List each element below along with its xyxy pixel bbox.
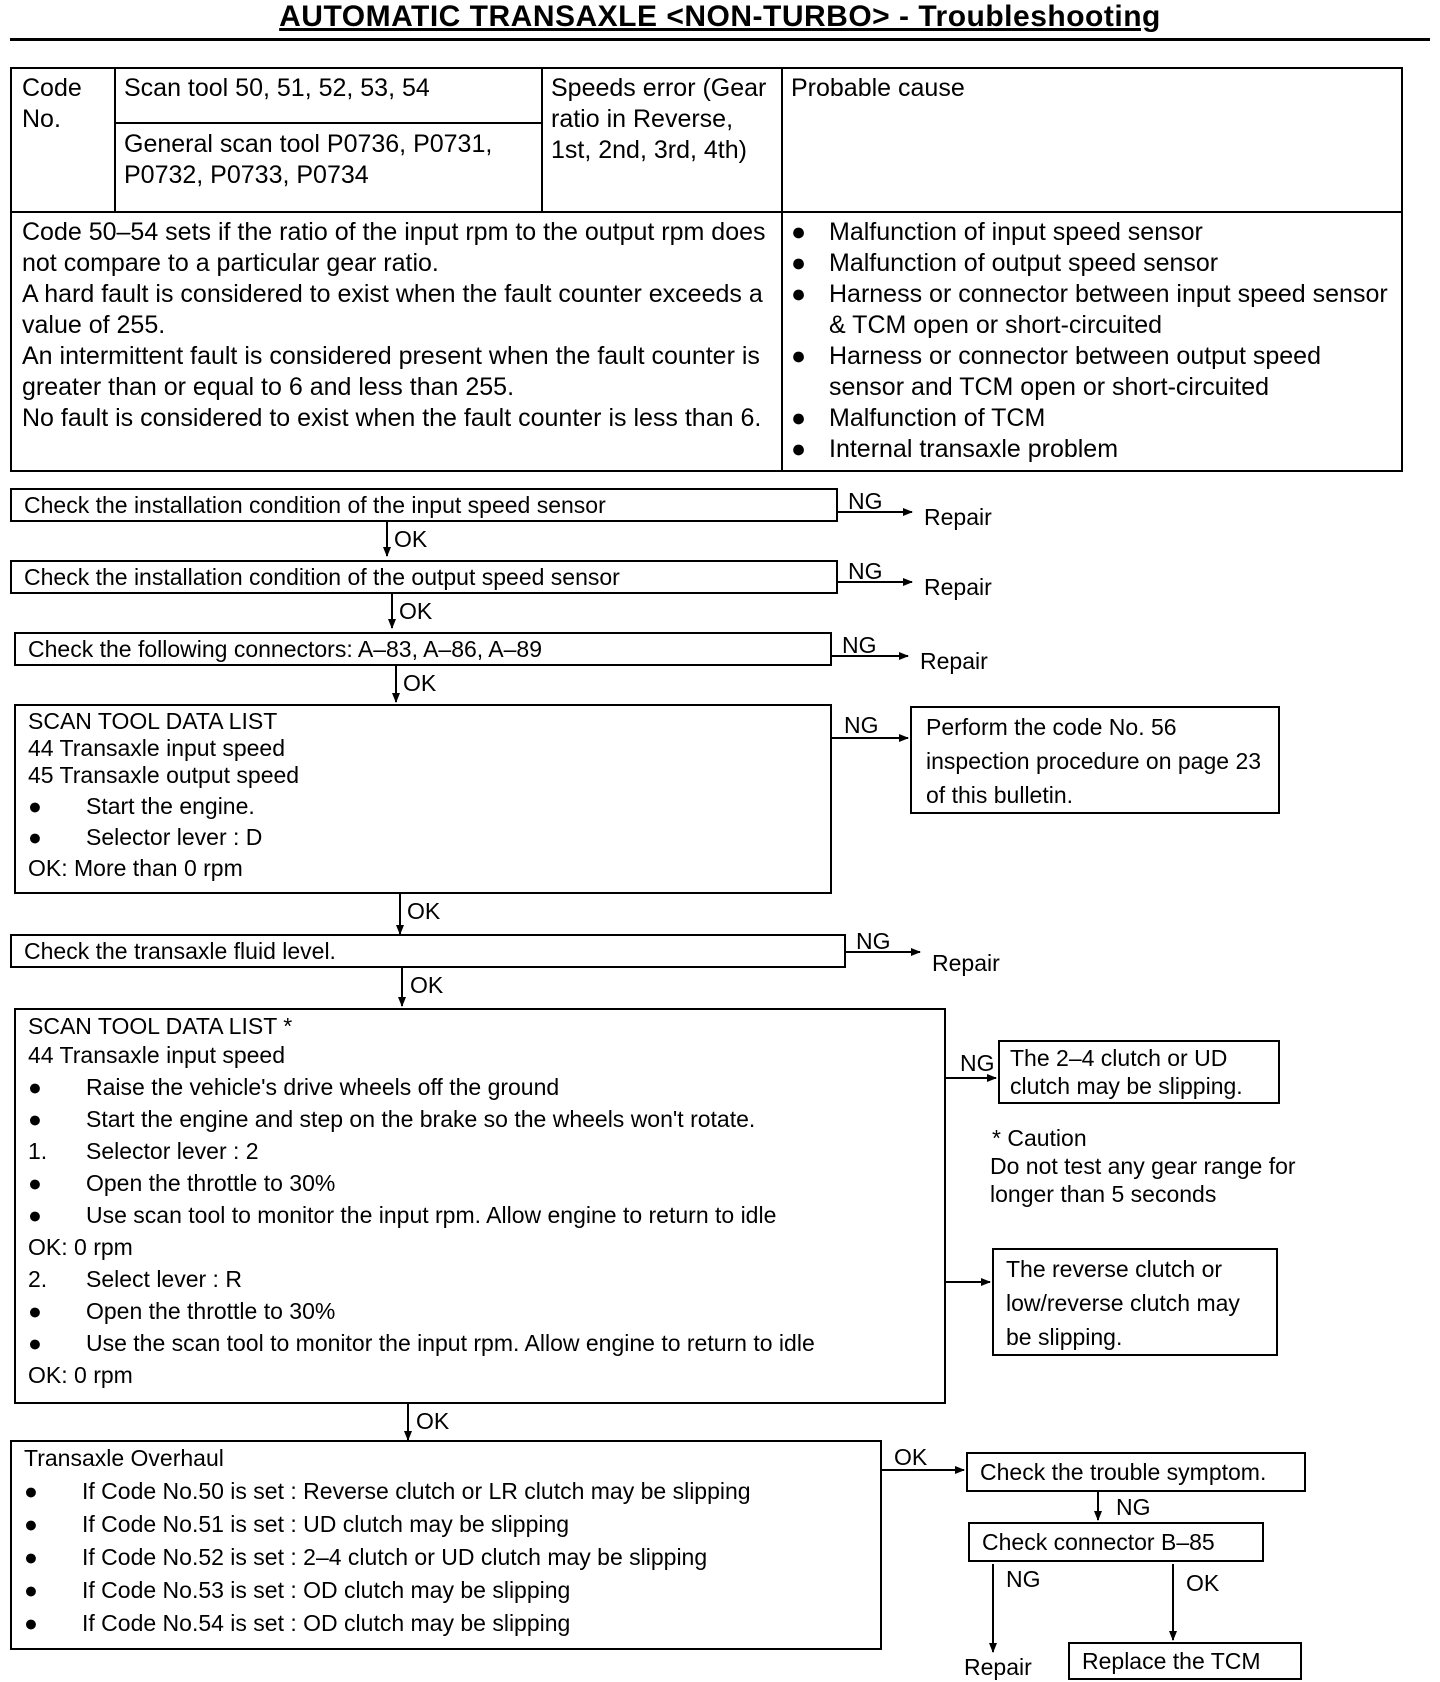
ng-label: NG (842, 632, 877, 658)
repair-label: Repair (920, 648, 988, 674)
scan-tool-codes: Scan tool 50, 51, 52, 53, 54 (124, 74, 430, 102)
step-check-fluid-level: Check the transaxle fluid level. (10, 934, 846, 968)
ok-label: OK (403, 670, 437, 696)
description-line: No fault is considered to exist when the fault counter is less than 6. (22, 404, 762, 432)
repair-label: Repair (924, 504, 992, 530)
repair-label: Repair (924, 574, 992, 600)
description-line: A hard fault is considered to exist when the fault counter exceeds a value of 255. (22, 280, 763, 339)
step-scan-tool-input-speed: SCAN TOOL DATA LIST * 44 Transaxle input speed ● Raise the vehicle's drive wheels off the ground ● Start the engine and step on the brake so the wheels won't rotate. 1. Selector lever : 2 ● Open the throttle to 30% ● Use scan tool to monitor the input rpm. Allow engine to return to idle OK: 0 rpm 2. Select lever : R ● Open the throttle to 30% ● Use the scan tool to monitor the input rpm. Allow engine to return to idle OK: 0 rpm (14, 1008, 946, 1404)
repair-label: Repair (932, 950, 1000, 976)
ok-label: OK (394, 526, 428, 552)
ng-label: NG (844, 712, 879, 738)
step-check-connector-b85: Check connector B–85 (968, 1522, 1264, 1562)
ok-label: OK (407, 898, 441, 924)
step-check-connectors: Check the following connectors: A–83, A–86, A–89 (14, 632, 832, 666)
box-title: Transaxle Overhaul (24, 1445, 224, 1471)
ng-label: NG (960, 1050, 995, 1076)
ng-label: NG (848, 558, 883, 584)
step-check-input-sensor: Check the installation condition of the input speed sensor (10, 488, 838, 522)
ng-code-56-procedure: Perform the code No. 56 inspection procedure on page 23 of this bulletin. (910, 706, 1280, 814)
ok-label: OK (1186, 1570, 1220, 1596)
ng-label: NG (1006, 1566, 1041, 1592)
general-scan-tool-codes: General scan tool P0736, P0731, P0732, P0733, P0734 (124, 130, 493, 189)
caution-note (990, 1124, 1320, 1208)
ok-label: OK (399, 598, 433, 624)
ng-label: NG (1116, 1494, 1151, 1520)
ng-reverse-clutch-slipping: The reverse clutch or low/reverse clutch may be slipping. (992, 1248, 1278, 1356)
repair-label: Repair (964, 1654, 1032, 1680)
cause-item: ● Malfunction of output speed sensor (791, 249, 1219, 277)
cause-item: ● Malfunction of TCM (791, 404, 1046, 432)
cause-item: ● Harness or connector between input speed sensor & TCM open or short-circuited (791, 280, 1388, 339)
description-line: An intermittent fault is considered present when the fault counter is greater than or equal to 6 and less than 255. (22, 342, 760, 401)
code-no-label: Code No. (22, 74, 82, 133)
step-transaxle-overhaul: Transaxle Overhaul ● If Code No.50 is set : Reverse clutch or LR clutch may be slipping ● If Code No.51 is set : UD clutch may be slipping ● If Code No.52 is set : 2–4 clutch or UD clutch may be slipping ● If Code No.53 is set : OD clutch may be slipping ● If Code No.54 is set : OD clutch may be slipping (10, 1440, 882, 1650)
caution-text: Do not test any gear range for longer than 5 seconds (990, 1153, 1296, 1207)
page-title: AUTOMATIC TRANSAXLE <NON-TURBO> - Troubleshooting (279, 0, 1161, 33)
ok-label: OK (416, 1408, 450, 1434)
speeds-error-label: Speeds error (Gear ratio in Reverse, 1st, 2nd, 3rd, 4th) (551, 74, 767, 164)
box-title: SCAN TOOL DATA LIST (28, 708, 278, 734)
step-check-trouble-symptom: Check the trouble symptom. (966, 1452, 1306, 1492)
ok-label: OK (410, 972, 444, 998)
step-check-output-sensor: Check the installation condition of the output speed sensor (10, 560, 838, 594)
cause-item: ● Harness or connector between output speed sensor and TCM open or short-circuited (791, 342, 1321, 401)
step-replace-tcm: Replace the TCM (1068, 1642, 1302, 1680)
ng-2-4-clutch-slipping: The 2–4 clutch or UD clutch may be slipping. (998, 1040, 1280, 1104)
probable-cause-label: Probable cause (791, 74, 965, 102)
cause-item: ● Malfunction of input speed sensor (791, 218, 1203, 246)
box-title: SCAN TOOL DATA LIST * (28, 1013, 293, 1039)
ng-label: NG (856, 928, 891, 954)
step-scan-tool-speeds: SCAN TOOL DATA LIST 44 Transaxle input speed 45 Transaxle output speed ● Start the engine. ● Selector lever : D OK: More than 0 rpm (14, 704, 832, 894)
cause-item: ● Internal transaxle problem (791, 435, 1119, 463)
ok-label: OK (894, 1444, 928, 1470)
description-line: Code 50–54 sets if the ratio of the input rpm to the output rpm does not compare to a particular gear ratio. (22, 218, 766, 277)
ng-label: NG (848, 488, 883, 514)
caution-title: * Caution (992, 1125, 1087, 1151)
